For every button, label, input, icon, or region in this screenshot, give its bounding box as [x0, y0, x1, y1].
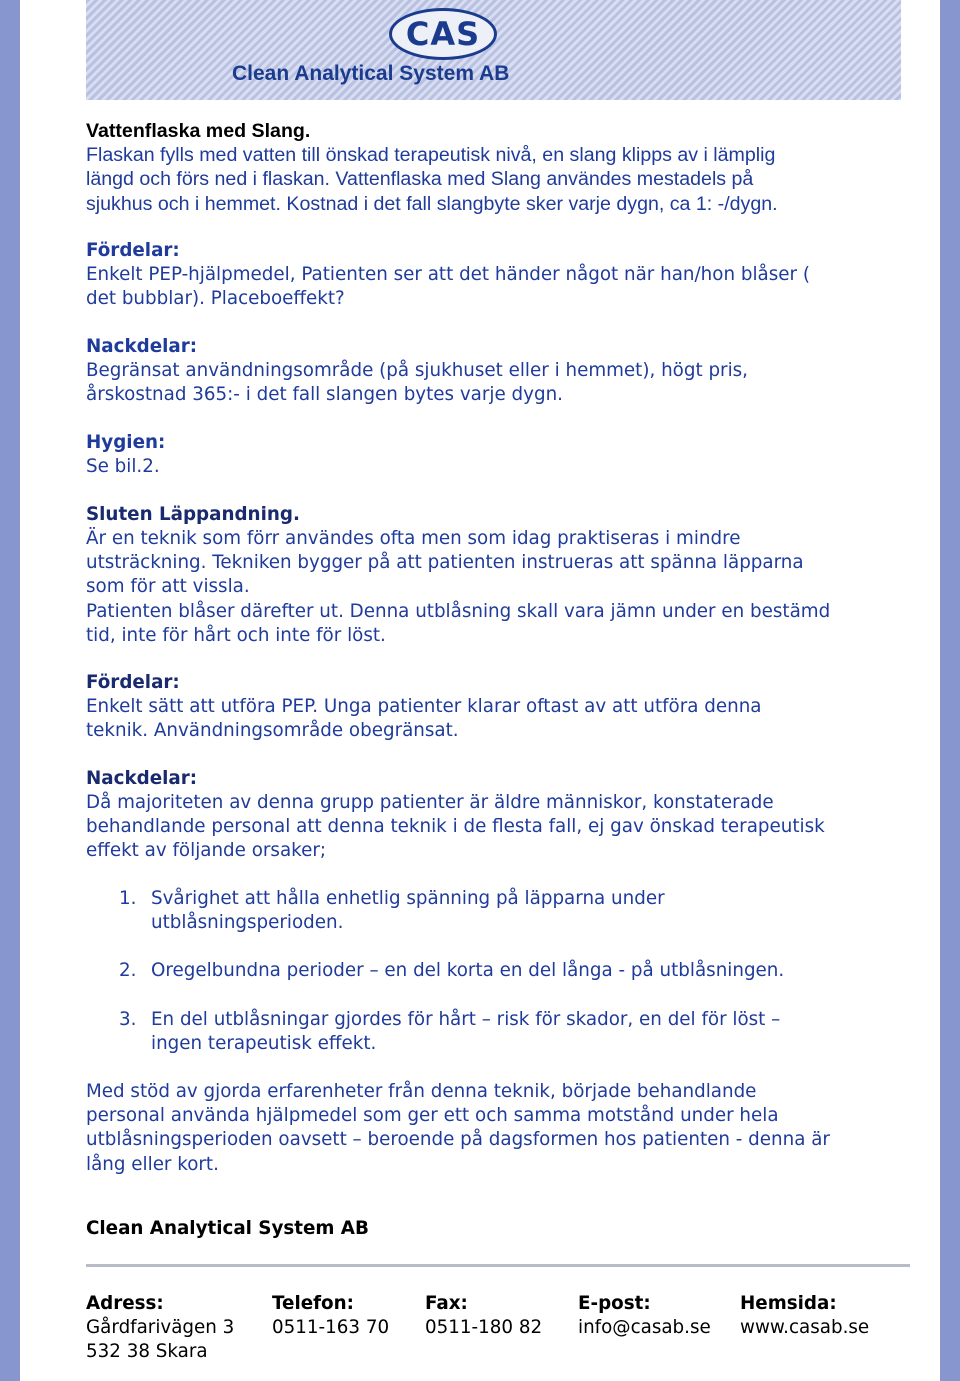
section2-body-line: Patienten blåser därefter ut. Denna utblåsning skall vara jämn under en bestämd [86, 600, 831, 622]
footer-phone [272, 1292, 389, 1340]
section1-cons-body [86, 359, 916, 407]
fax-value: 0511-180 82 [425, 1317, 543, 1339]
section1-title: Vattenflaska med Slang. [86, 120, 311, 142]
list-item [151, 887, 665, 935]
list-item-line: ingen terapeutisk effekt. [151, 1033, 377, 1055]
cas-logo [389, 8, 497, 60]
section1-cons-heading: Nackdelar: [86, 336, 198, 357]
closing-line: Med stöd av gjorda erfarenheter från denna teknik, började behandlande [86, 1081, 757, 1102]
section1-pros-heading: Fördelar: [86, 240, 180, 261]
section1-body [86, 143, 916, 216]
section1-cons-line: årskostnad 365:- i det fall slangen bytes varje dygn. [86, 384, 563, 406]
list-item-number: 2. [119, 960, 137, 981]
list-item-number: 3. [119, 1009, 137, 1030]
closing-line: utblåsningsperioden oavsett – beroende på dagsformen hos patienten - denna är [86, 1129, 830, 1151]
logo-mark-text: CAS [405, 15, 481, 53]
section2-body-line: Är en teknik som förr användes ofta men som idag praktiseras i mindre [86, 528, 741, 549]
section2-pros-line: teknik. Användningsområde obegränsat. [86, 720, 459, 742]
list-item [151, 959, 784, 983]
phone-value: 0511-163 70 [272, 1317, 390, 1339]
footer-divider [86, 1264, 910, 1267]
section2-cons-line: behandlande personal att denna teknik i de flesta fall, ej gav önskad terapeutisk [86, 816, 825, 838]
section1-body-line: sjukhus och i hemmet. Kostnad i det fall slangbyte sker varje dygn, ca 1: -/dygn. [86, 192, 778, 215]
section1-body-line: längd och förs ned i flaskan. Vattenflaska med Slang användes mestadels på [86, 168, 754, 191]
address-label: Adress: [86, 1293, 164, 1314]
list-item-line: Svårighet att hålla enhetlig spänning på läpparna under [151, 888, 665, 909]
section2-body [86, 527, 916, 648]
section1-cons-line: Begränsat användningsområde (på sjukhuset eller i hemmet), högt pris, [86, 360, 748, 381]
address-line2: 532 38 Skara [86, 1341, 208, 1363]
hygiene-text: Se bil.2. [86, 456, 160, 477]
closing-line: lång eller kort. [86, 1153, 219, 1175]
footer-website [740, 1292, 869, 1340]
section2-pros-body [86, 695, 916, 743]
section2-cons-heading: Nackdelar: [86, 768, 198, 789]
footer-fax [425, 1292, 542, 1340]
address-line1: Gårdfarivägen 3 [86, 1317, 235, 1339]
closing-line: personal använda hjälpmedel som ger ett och samma motstånd under hela [86, 1105, 779, 1127]
section2-body-line: som för att vissla. [86, 576, 250, 598]
email-value: info@casab.se [578, 1317, 711, 1339]
list-item-line: utblåsningsperioden. [151, 912, 344, 934]
right-decorative-bar [940, 0, 960, 1381]
company-signature: Clean Analytical System AB [86, 1218, 369, 1239]
section2-title: Sluten Läppandning. [86, 504, 300, 525]
footer-email [578, 1292, 711, 1340]
section2-pros-heading: Fördelar: [86, 672, 180, 693]
list-item-line: En del utblåsningar gjordes för hårt – risk för skador, en del för löst – [151, 1009, 781, 1030]
section2-pros-line: Enkelt sätt att utföra PEP. Unga patienter klarar oftast av att utföra denna [86, 696, 762, 717]
website-label: Hemsida: [740, 1293, 837, 1314]
section1-body-line: Flaskan fylls med vatten till önskad terapeutisk nivå, en slang klipps av i lämplig [86, 144, 776, 166]
section2-cons-line: effekt av följande orsaker; [86, 840, 327, 862]
logo-company-name: Clean Analytical System AB [232, 62, 510, 85]
section2-body-line: utsträckning. Tekniken bygger på att patienten instrueras att spänna läpparna [86, 552, 804, 574]
list-item-line: Oregelbundna perioder – en del korta en del långa - på utblåsningen. [151, 960, 785, 981]
footer-address [86, 1292, 234, 1365]
list-item-number: 1. [119, 888, 137, 909]
section1-pros-line: Enkelt PEP-hjälpmedel, Patienten ser att det händer något när han/hon blåser ( [86, 264, 810, 285]
email-label: E-post: [578, 1293, 651, 1314]
phone-label: Telefon: [272, 1293, 354, 1314]
section2-body-line: tid, inte för hårt och inte för löst. [86, 624, 386, 646]
section2-cons-line: Då majoriteten av denna grupp patienter är äldre människor, konstaterade [86, 792, 774, 813]
section1-pros-line: det bubblar). Placeboeffekt? [86, 288, 345, 310]
section1-pros-body [86, 263, 916, 311]
closing-paragraph [86, 1080, 916, 1177]
left-decorative-bar [0, 0, 20, 1381]
header-banner [86, 0, 901, 100]
section2-cons-body [86, 791, 916, 864]
hygiene-heading: Hygien: [86, 432, 166, 453]
list-item [151, 1008, 780, 1056]
fax-label: Fax: [425, 1293, 468, 1314]
website-value: www.casab.se [740, 1317, 870, 1339]
